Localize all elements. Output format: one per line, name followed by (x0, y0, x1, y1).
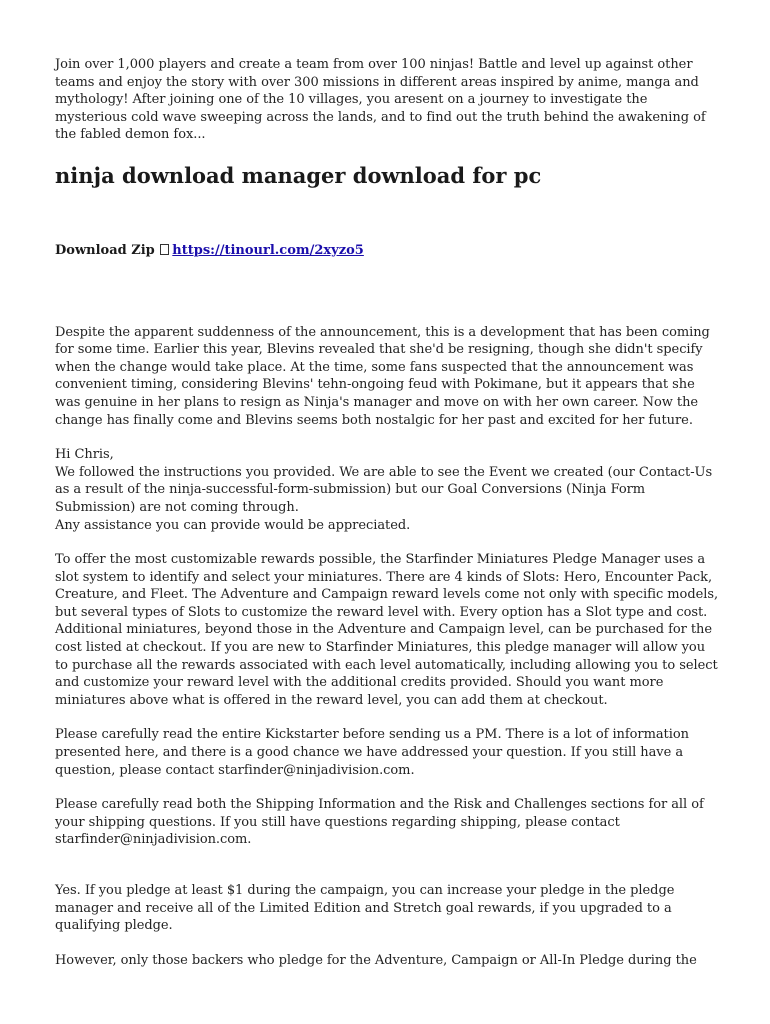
letter-body: We followed the instructions you provided. We are able to see the Event we created (our Contact-Us as a result of the ninja-successful-form-submission) but our Goal Conversions (Ninja Form Submission) are not coming through. (55, 464, 713, 515)
paragraph-however: However, only those backers who pledge for the Adventure, Campaign or All-In Pledge during the (55, 952, 697, 968)
paragraph-kickstarter: Please carefully read the entire Kickstarter before sending us a PM. There is a lot of information presented here, and there is a good chance we have addressed your question. If you still have a question, please contact starfinder@ninjadivision.com. (55, 727, 689, 778)
arrow-box-icon (160, 244, 169, 255)
download-link[interactable]: https://tinourl.com/2xyzo5 (172, 242, 364, 258)
paragraph-despite: Despite the apparent suddenness of the announcement, this is a development that has been coming for some time. Earlier this year, Blevins revealed that she'd be resigning, though she didn't specify when the change would take place. At the time, some fans suspected that the announcement was convenient timing, considering Blevins' tehn-ongoing feud with Pokimane, but it appears that she was genuine in her plans to resign as Ninja's manager and move on with her own career. Now the change has finally come and Blevins seems both nostalgic for her past and excited for her future. (55, 324, 710, 428)
paragraph-starfinder: To offer the most customizable rewards possible, the Starfinder Miniatures Pledge Manager uses a slot system to identify and select your miniatures. There are 4 kinds of Slots: Hero, Encounter Pack, Creature, and Fleet. The Adventure and Campaign reward levels come not only with specific models, but several types of Slots to customize the reward level with. Every option has a Slot type and cost. Additional miniatures, beyond those in the Adventure and Campaign level, can be purchased for the cost listed at checkout. If you are new to Starfinder Miniatures, this pledge manager will allow you to purchase all the rewards associated with each level automatically, including allowing you to select and customize your reward level with the additional credits provided. Should you want more miniatures above what is offered in the reward level, you can add them at checkout. (55, 552, 719, 708)
intro-paragraph: Join over 1,000 players and create a team from over 100 ninjas! Battle and level up against other teams and enjoy the story with over 300 missions in different areas inspired by anime, manga and mythology! After joining one of the 10 villages, you aresent on a journey to investigate the mysterious cold wave sweeping across the lands, and to find out the truth behind the awakening of the fabled demon fox... (55, 57, 706, 143)
letter-block (55, 446, 719, 534)
paragraph-pledge: Yes. If you pledge at least $1 during the campaign, you can increase your pledge in the pledge manager and receive all of the Limited Edition and Stretch goal rewards, if you upgraded to a qualifying pledge. (55, 883, 675, 934)
page-title: ninja download manager download for pc (55, 162, 542, 188)
letter-closing: Any assistance you can provide would be appreciated. (55, 517, 411, 533)
document-body (55, 56, 719, 969)
download-line (55, 242, 719, 260)
letter-greeting: Hi Chris, (55, 447, 114, 463)
paragraph-shipping: Please carefully read both the Shipping Information and the Risk and Challenges sections for all of your shipping questions. If you still have questions regarding shipping, please contact starfinder@ninjadivision.com. (55, 797, 704, 848)
download-label: Download Zip (55, 242, 155, 258)
